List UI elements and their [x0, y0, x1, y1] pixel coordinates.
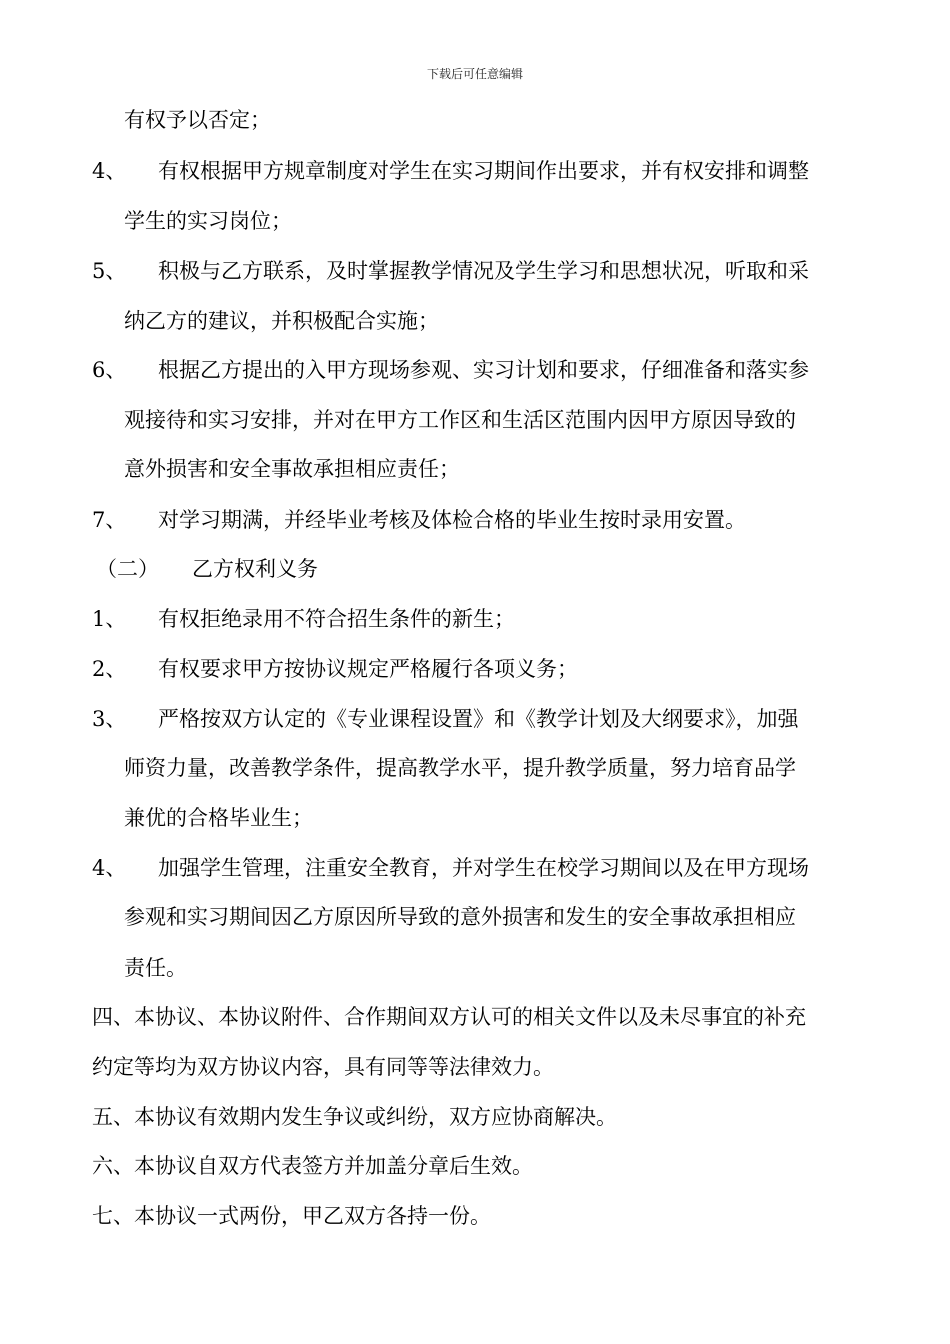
clause-text: 约定等均为双方协议内容，具有同等等法律效力。 [92, 1055, 554, 1079]
item-text: 师资力量，改善教学条件，提高教学水平，提升教学质量，努力培育品学 [124, 756, 796, 780]
section-number: （二） [96, 557, 159, 581]
clause-text: 七、本协议一式两份，甲乙双方各持一份。 [92, 1204, 491, 1228]
item-text: 积极与乙方联系，及时掌握教学情况及学生学习和思想状况，听取和采 [158, 259, 809, 283]
item-text: 观接待和实习安排，并对在甲方工作区和生活区范围内因甲方原因导致的 [124, 408, 796, 432]
item-text: 加强学生管理，注重安全教育，并对学生在校学习期间以及在甲方现场 [158, 856, 809, 880]
item-number: 7、 [92, 508, 127, 532]
item-text: 有权拒绝录用不符合招生条件的新生； [158, 607, 515, 631]
section-title: 乙方权利义务 [192, 557, 318, 581]
item-text: 严格按双方认定的《专业课程设置》和《教学计划及大纲要求》，加强 [158, 707, 799, 731]
item-number: 4、 [92, 856, 127, 880]
item-number: 1、 [92, 607, 127, 631]
item-number: 2、 [92, 657, 127, 681]
item-text: 兼优的合格毕业生； [124, 806, 313, 830]
clause-text: 六、本协议自双方代表签方并加盖分章后生效。 [92, 1154, 533, 1178]
line-text: 有权予以否定； [124, 108, 271, 132]
item-text: 学生的实习岗位； [124, 209, 292, 233]
item-number: 5、 [92, 259, 127, 283]
item-text: 有权根据甲方规章制度对学生在实习期间作出要求，并有权安排和调整 [158, 159, 809, 183]
item-text: 纳乙方的建议，并积极配合实施； [124, 309, 439, 333]
clause-text: 五、本协议有效期内发生争议或纠纷，双方应协商解决。 [92, 1105, 617, 1129]
item-text: 对学习期满，并经毕业考核及体检合格的毕业生按时录用安置。 [158, 508, 746, 532]
item-number: 4、 [92, 159, 127, 183]
item-text: 责任。 [124, 956, 187, 980]
clause-text: 四、本协议、本协议附件、合作期间双方认可的相关文件以及未尽事宜的补充 [92, 1005, 806, 1029]
item-number: 6、 [92, 358, 127, 382]
item-text: 根据乙方提出的入甲方现场参观、实习计划和要求，仔细准备和落实参 [158, 358, 809, 382]
item-text: 参观和实习期间因乙方原因所导致的意外损害和发生的安全事故承担相应 [124, 905, 796, 929]
page-header: 下载后可任意编辑 [426, 67, 523, 81]
item-text: 有权要求甲方按协议规定严格履行各项义务； [158, 657, 578, 681]
item-number: 3、 [92, 707, 127, 731]
item-text: 意外损害和安全事故承担相应责任； [124, 457, 460, 481]
